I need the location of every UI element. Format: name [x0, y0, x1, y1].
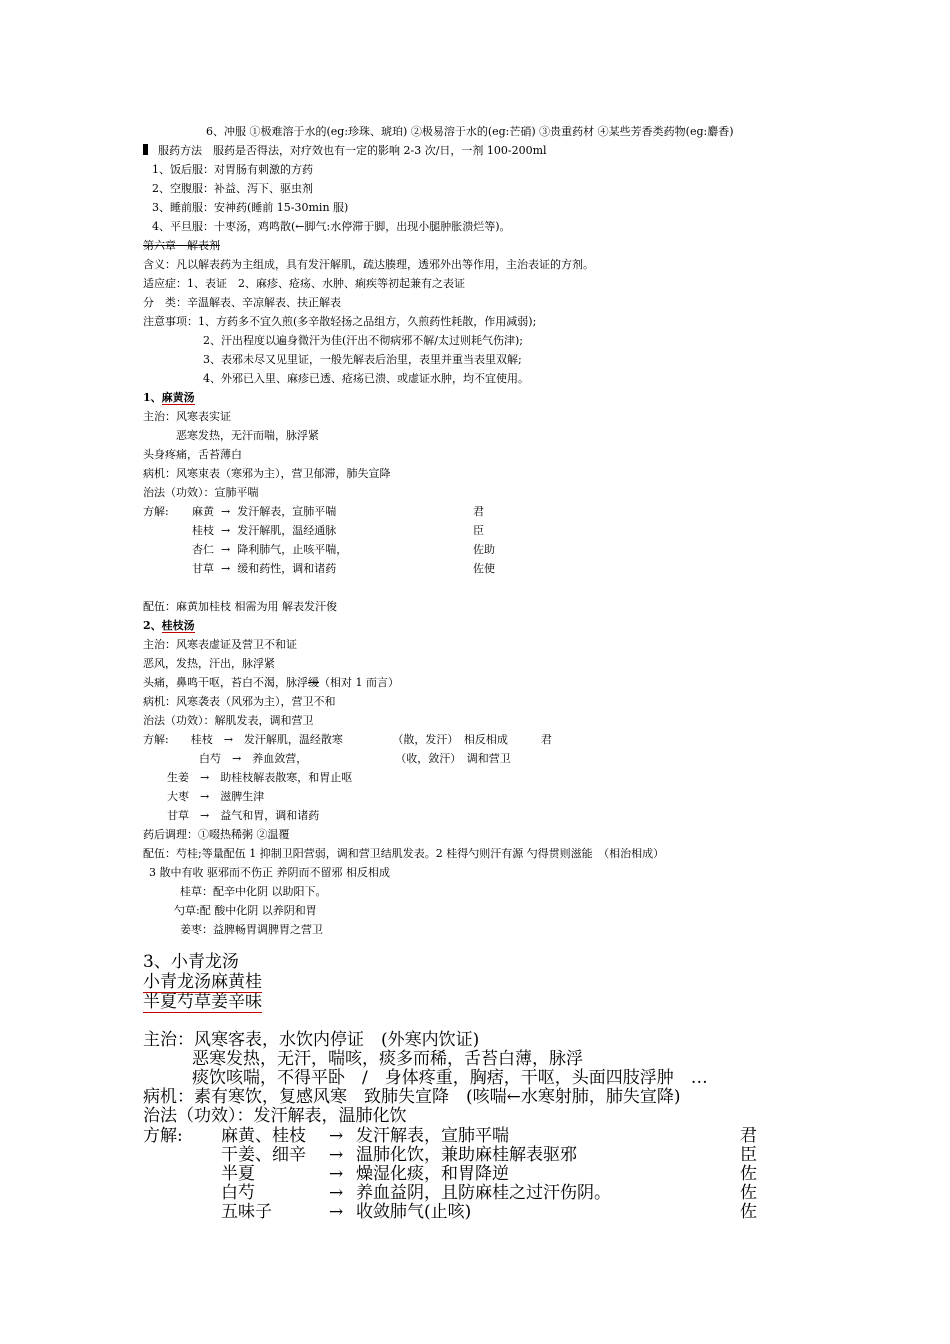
formula-verse	[143, 972, 262, 992]
herb-desc: 养血益阴，且防麻桂之过汗伤阴。	[356, 1183, 611, 1203]
herb: 白芍	[221, 1183, 255, 1203]
herb-role: 佐	[740, 1183, 757, 1203]
arrow-icon: →	[329, 1145, 344, 1165]
herb-desc: 燥湿化痰，和胃降逆	[356, 1164, 509, 1184]
text-line: 含义：凡以解表药为主组成，具有发汗解肌，疏达腠理，透邪外出等作用，主治表证的方剂。	[143, 258, 594, 271]
herb-role: 佐	[740, 1202, 757, 1222]
chapter-title: 第六章 解表剂	[143, 239, 220, 252]
verse-line: 小青龙汤麻黄桂	[143, 972, 262, 992]
arrow-icon: →	[329, 1202, 344, 1222]
herb-role: 佐	[740, 1164, 757, 1184]
herb-desc: 缓和药性，调和诸药	[237, 562, 337, 575]
text-line: 恶寒发热，无汗，喘咳，痰多而稀，舌苔白薄，脉浮	[192, 1049, 583, 1069]
text-line: 恶风，发热，汗出，脉浮紧	[143, 657, 275, 670]
text-line: 适应症：1、表证 2、麻疹、疮疡、水肿、痢疾等初起兼有之表证	[143, 277, 465, 290]
text-line: 病机：风寒袭表（风邪为主），营卫不和	[143, 695, 336, 708]
text-span: 2、	[143, 619, 162, 632]
text-line: 3、睡前服：安神药(睡前 15-30min 服)	[152, 201, 349, 214]
text-line: 病机：风寒束表（寒邪为主），营卫郁滞，肺失宣降	[143, 467, 391, 480]
herb: 干姜、细辛	[221, 1145, 306, 1165]
text-span: （相对 1 而言）	[319, 676, 399, 689]
arrow-icon: →	[221, 524, 231, 537]
fangjie-label: 方解:	[143, 505, 169, 518]
arrow-icon: →	[329, 1126, 344, 1146]
text-line: 2、汗出程度以遍身微汗为佳(汗出不彻病邪不解/太过则耗气伤津);	[203, 334, 523, 347]
arrow-icon: →	[221, 562, 231, 575]
text-line: 姜枣：益脾畅胃调脾胃之营卫	[180, 923, 323, 936]
text-line: 勺草:配 酸中化阴 以养阴和胃	[174, 904, 317, 917]
arrow-icon: →	[221, 543, 231, 556]
herb-desc: 收敛肺气(止咳)	[356, 1202, 472, 1222]
text-line: 4、平旦服：十枣汤，鸡鸣散(←脚气:水停滞于脚，出现小腿肿胀溃烂等)。	[152, 220, 511, 233]
text-line: 主治：风寒表虚证及营卫不和证	[143, 638, 297, 651]
text-line: 病机：素有寒饮，复感风寒 致肺失宣降 (咳喘←水寒射肺，肺失宣降)	[143, 1087, 681, 1107]
fangjie-label: 方解:	[143, 1126, 183, 1146]
struck-text: 缓	[308, 676, 319, 689]
text-line: 药后调理：①啜热稀粥 ②温覆	[143, 828, 290, 841]
bullet-icon	[143, 144, 148, 155]
text-span: 头痛，鼻鸣干呕，苔白不渴，脉浮	[143, 676, 308, 689]
table-row	[192, 543, 347, 557]
arrow-icon: →	[329, 1164, 344, 1184]
text-line: 配伍：芍桂;等量配伍 1 抑制卫阳营弱，调和营卫结肌发表。2 桂得勺则汗有源 勺得贯则滋能 （相治相成）	[143, 847, 665, 860]
formula-name: 桂枝汤	[161, 619, 195, 632]
herb-role: 臣	[473, 524, 484, 537]
text-line: 3 散中有收 驱邪而不伤正 养阴而不留邪 相反相成	[149, 866, 390, 879]
herb-role: 君	[473, 505, 484, 518]
text-line: 桂草：配辛中化阴 以助阳下。	[180, 885, 327, 898]
text-line: 配伍：麻黄加桂枝 相需为用 解表发汗俊	[143, 600, 337, 613]
herb-desc: 降利肺气，止咳平喘，	[237, 543, 348, 556]
text-line: 4、外邪已入里、麻疹已透、疮疡已溃、或虚证水肿，均不宜使用。	[203, 372, 529, 385]
herb: 桂枝	[192, 524, 214, 537]
text-line: 注意事项：1、方药多不宜久煎(多辛散轻扬之品组方，久煎药性耗散，作用减弱);	[143, 315, 537, 328]
text-line: 治法（功效）：解肌发表，调和营卫	[143, 714, 314, 727]
text-line	[143, 676, 399, 690]
text-line: 头身疼痛，舌苔薄白	[143, 448, 242, 461]
text-line: 方解: 桂枝 → 发汗解肌，温经散寒 （散，发汗） 相反相成 君	[143, 733, 552, 746]
text-line: 主治：风寒客表，水饮内停证 (外寒内饮证)	[143, 1030, 480, 1050]
herb-desc: 发汗解肌，温经通脉	[237, 524, 337, 537]
text-line: 1、饭后服：对胃肠有刺激的方药	[152, 163, 313, 176]
table-row	[192, 524, 336, 538]
arrow-icon: →	[221, 505, 231, 518]
text-line	[143, 144, 547, 158]
herb-role: 佐助	[473, 543, 495, 556]
herb: 杏仁	[192, 543, 214, 556]
text-span: 服药方法 服药是否得法，对疗效也有一定的影响 2-3 次/日，一剂 100-200ml	[158, 144, 547, 157]
text-line: 2、空腹服：补益、泻下、驱虫剂	[152, 182, 313, 195]
herb-desc: 温肺化饮，兼助麻桂解表驱邪	[356, 1145, 577, 1165]
text-line: 甘草 → 益气和胃，调和诸药	[167, 809, 320, 822]
table-row	[192, 562, 336, 576]
text-line: 3、表邪未尽又见里证，一般先解表后治里，表里并重当表里双解;	[203, 353, 522, 366]
formula-verse	[143, 992, 262, 1012]
text-line: 恶寒发热，无汗而喘，脉浮紧	[176, 429, 319, 442]
herb: 半夏	[221, 1164, 255, 1184]
arrow-icon: →	[329, 1183, 344, 1203]
text-span: 1、	[143, 391, 162, 404]
text-line: 治法（功效）：宣肺平喘	[143, 486, 259, 499]
text-line: 治法（功效）：发汗解表，温肺化饮	[143, 1106, 407, 1126]
herb-role: 臣	[740, 1145, 757, 1165]
text-line: 生姜 → 助桂枝解表散寒，和胃止呕	[167, 771, 353, 784]
formula-name: 麻黄汤	[161, 391, 195, 404]
section-title	[143, 391, 195, 405]
herb: 五味子	[221, 1202, 272, 1222]
herb-desc: 发汗解表，宣肺平喘	[356, 1126, 509, 1146]
herb: 甘草	[192, 562, 214, 575]
herb-role: 君	[740, 1126, 757, 1146]
text-line: 白芍 → 养血敛营， （收，敛汗） 调和营卫	[199, 752, 511, 765]
text-line: 6、冲服 ①极难溶于水的(eg:珍珠、琥珀) ②极易溶于水的(eg:芒硝) ③贵重药材 ④某些芳香类药物(eg:麝香)	[206, 125, 734, 138]
herb: 麻黄、桂枝	[221, 1126, 306, 1146]
text-line: 主治：风寒表实证	[143, 410, 231, 423]
verse-line: 半夏芍草姜辛味	[143, 992, 262, 1012]
text-line: 痰饮咳喘，不得平卧 / 身体疼重，胸痞，干呕，头面四肢浮肿 …	[192, 1068, 708, 1088]
text-line: 大枣 → 滋脾生津	[167, 790, 265, 803]
herb-role: 佐使	[473, 562, 495, 575]
herb-desc: 发汗解表，宣肺平喘	[237, 505, 337, 518]
table-row	[192, 505, 336, 519]
herb: 麻黄	[192, 505, 214, 518]
section-title: 3、小青龙汤	[143, 952, 239, 972]
text-line: 分 类：辛温解表、辛凉解表、扶正解表	[143, 296, 341, 309]
section-title	[143, 619, 195, 633]
